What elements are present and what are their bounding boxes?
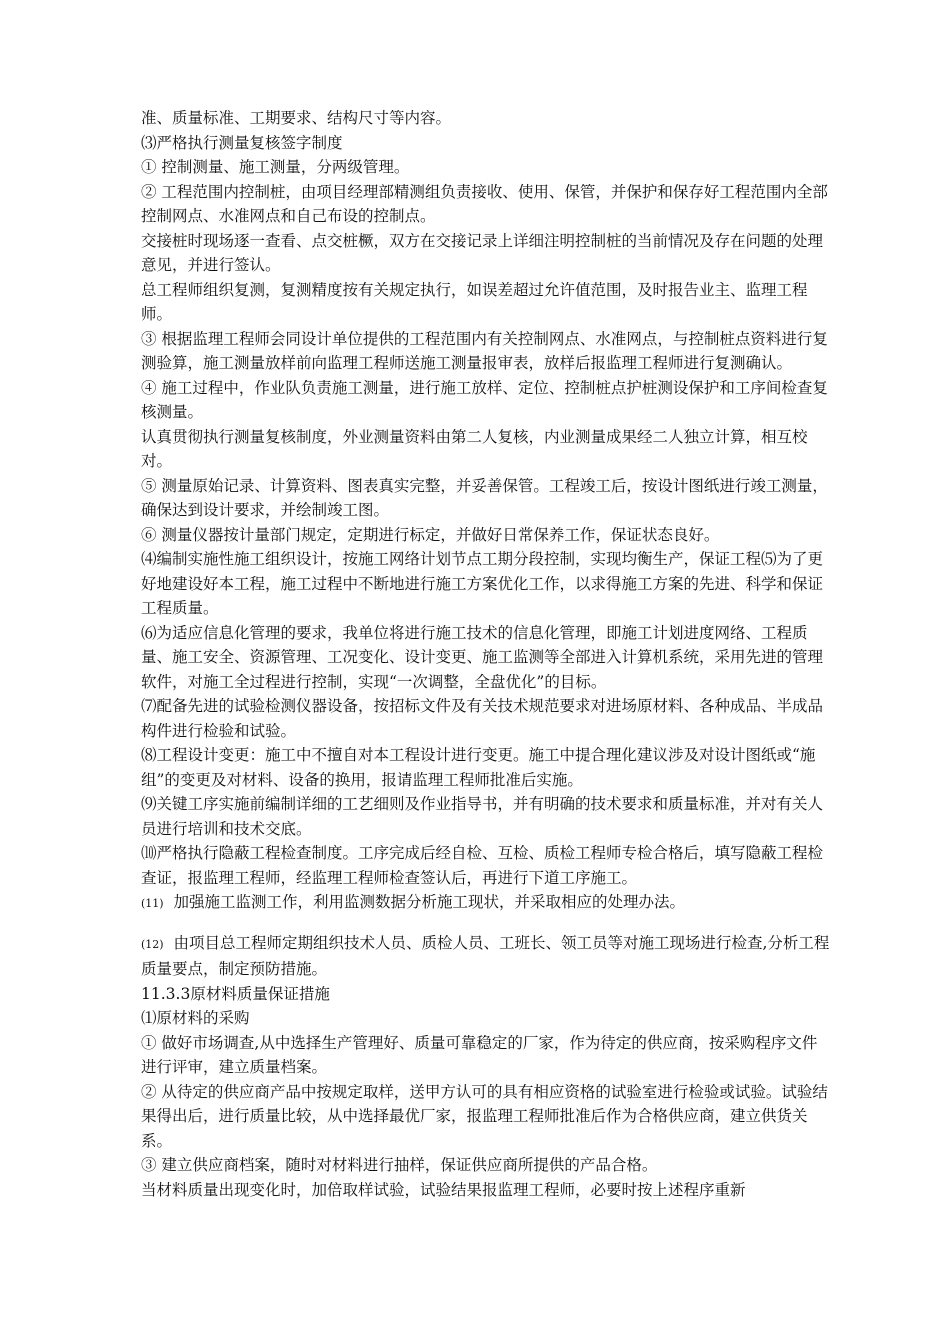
paragraph: ① 做好市场调查,从中选择生产管理好、质量可靠稳定的厂家，作为待定的供应商，按采购程序文件进行评审，建立质量档案。 — [141, 1033, 818, 1076]
item-number: (12) — [141, 937, 164, 951]
paragraph: 交接桩时现场逐一查看、点交桩橛，双方在交接记录上详细注明控制桩的当前情况及存在问题的处理意见，并进行签认。 — [141, 231, 824, 274]
paragraph: 认真贯彻执行测量复核制度，外业测量资料由第二人复核，内业测量成果经二人独立计算，相互校对。 — [141, 427, 808, 470]
paragraph: ① 控制测量、施工测量，分两级管理。 — [141, 158, 410, 176]
paragraph: ③ 建立供应商档案，随时对材料进行抽样，保证供应商所提供的产品合格。 — [141, 1156, 658, 1174]
paragraph: ⑻工程设计变更：施工中不擅自对本工程设计进行变更。施工中提合理化建议涉及对设计图纸或“施组”的变更及对材料、设备的换用，报请监理工程师批准后实施。 — [141, 746, 816, 789]
item-text: 加强施工监测工作，利用监测数据分析施工现状，并采取相应的处理办法。 — [173, 893, 685, 911]
item-number: (11) — [141, 897, 164, 910]
paragraph: ⑺配备先进的试验检测仪器设备，按招标文件及有关技术规范要求对进场原材料、各种成品、半成品构件进行检验和试验。 — [141, 697, 824, 740]
paragraph: ⑥ 测量仪器按计量部门规定，定期进行标定，并做好日常保养工作，保证状态良好。 — [141, 525, 720, 544]
paragraph: 当材料质量出现变化时，加倍取样试验，试验结果报监理工程师，必要时按上述程序重新 — [141, 1180, 746, 1199]
item-text: 由项目总工程师定期组织技术人员、质检人员、工班长、领工员等对施工现场进行检查,分析工程质量要点，制定预防措施。 — [141, 933, 830, 978]
paragraph: 总工程师组织复测，复测精度按有关规定执行，如误差超过允许值范围，及时报告业主、监理工程师。 — [141, 280, 808, 323]
paragraph: ⑼关键工序实施前编制详细的工艺细则及作业指导书，并有明确的技术要求和质量标准，并对有关人员进行培训和技术交底。 — [141, 795, 824, 838]
paragraph: 准、质量标准、工期要求、结构尺寸等内容。 — [141, 109, 452, 127]
section-number: 11.3.3 — [141, 984, 191, 1003]
paragraph: ⑹为适应信息化管理的要求，我单位将进行施工技术的信息化管理，即施工计划进度网络、工程质量、施工安全、资源管理、工况变化、设计变更、施工监测等全部进入计算机系统，采用先进的管理软件，对施工全过程进行控制，实现“一次调整，全盘优化”的目标。 — [141, 623, 824, 691]
document-body — [141, 106, 831, 1202]
paragraph: ③ 根据监理工程师会同设计单位提供的工程范围内有关控制网点、水准网点，与控制桩点资料进行复测验算，施工测量放样前向监理工程师送施工测量报审表，放样后报监理工程师进行复测确认。 — [141, 329, 828, 372]
paragraph: ② 工程范围内控制桩，由项目经理部精测组负责接收、使用、保管，并保护和保存好工程范围内全部控制网点、水准网点和自己布设的控制点。 — [141, 182, 828, 225]
paragraph: ② 从待定的供应商产品中按规定取样，送甲方认可的具有相应资格的试验室进行检验或试验。试验结果得出后，进行质量比较，从中选择最优厂家，报监理工程师批准后作为合格供应商，建立供货关系。 — [141, 1082, 828, 1150]
paragraph: ⑶严格执行测量复核签字制度 — [141, 133, 343, 152]
paragraph-item-11 — [141, 890, 831, 917]
paragraph: ⑴原材料的采购 — [141, 1009, 250, 1027]
section-title: 原材料质量保证措施 — [190, 984, 330, 1003]
paragraph: ④ 施工过程中，作业队负责施工测量，进行施工放样、定位、控制桩点护桩测设保护和工序间检查复核测量。 — [141, 378, 828, 421]
paragraph: ⑤ 测量原始记录、计算资料、图表真实完整，并妥善保管。工程竣工后，按设计图纸进行竣工测量，确保达到设计要求，并绘制竣工图。 — [141, 476, 828, 519]
paragraph: ⑽严格执行隐蔽工程检查制度。工序完成后经自检、互检、质检工程师专检合格后，填写隐蔽工程检查证，报监理工程师，经监理工程师检查签认后，再进行下道工序施工。 — [141, 844, 824, 887]
spacer — [141, 917, 831, 931]
section-heading — [141, 982, 831, 1007]
paragraph-item-12 — [141, 931, 831, 982]
paragraph: ⑷编制实施性施工组织设计，按施工网络计划节点工期分段控制，实现均衡生产，保证工程⑸为了更好地建设好本工程，施工过程中不断地进行施工方案优化工作，以求得施工方案的先进、科学和保证工程质量。 — [141, 550, 824, 617]
